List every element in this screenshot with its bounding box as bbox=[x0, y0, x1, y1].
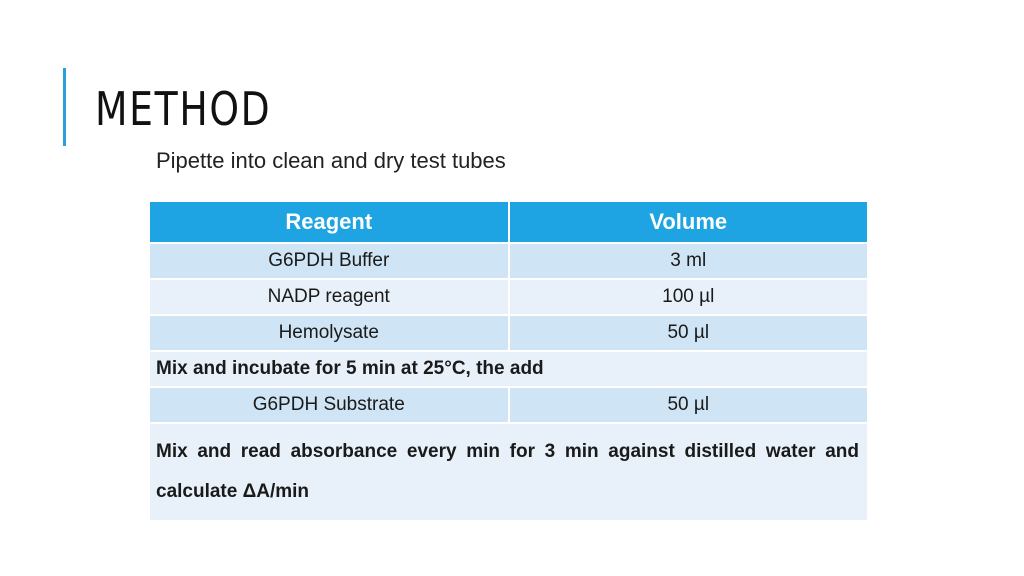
volume-cell: 50 µl bbox=[509, 315, 869, 351]
header-volume: Volume bbox=[509, 201, 869, 243]
table-row bbox=[149, 243, 868, 279]
table-row bbox=[149, 387, 868, 423]
slide-title: METHOD bbox=[95, 82, 272, 136]
title-accent-bar bbox=[63, 68, 66, 146]
volume-cell: 100 µl bbox=[509, 279, 869, 315]
incubation-note-row bbox=[149, 351, 868, 387]
table-header-row bbox=[149, 201, 868, 243]
table-row bbox=[149, 279, 868, 315]
reagent-cell: NADP reagent bbox=[149, 279, 509, 315]
reagent-cell: G6PDH Buffer bbox=[149, 243, 509, 279]
incubation-note: Mix and incubate for 5 min at 25°C, the add bbox=[149, 351, 868, 387]
table-row bbox=[149, 315, 868, 351]
reagent-table bbox=[148, 200, 869, 522]
header-reagent: Reagent bbox=[149, 201, 509, 243]
reagent-cell: G6PDH Substrate bbox=[149, 387, 509, 423]
volume-cell: 3 ml bbox=[509, 243, 869, 279]
slide-subtitle: Pipette into clean and dry test tubes bbox=[156, 148, 506, 173]
volume-cell: 50 µl bbox=[509, 387, 869, 423]
reagent-cell: Hemolysate bbox=[149, 315, 509, 351]
final-note: Mix and read absorbance every min for 3 min against distilled water and calculate ΔA/min bbox=[149, 423, 868, 521]
final-note-row bbox=[149, 423, 868, 521]
